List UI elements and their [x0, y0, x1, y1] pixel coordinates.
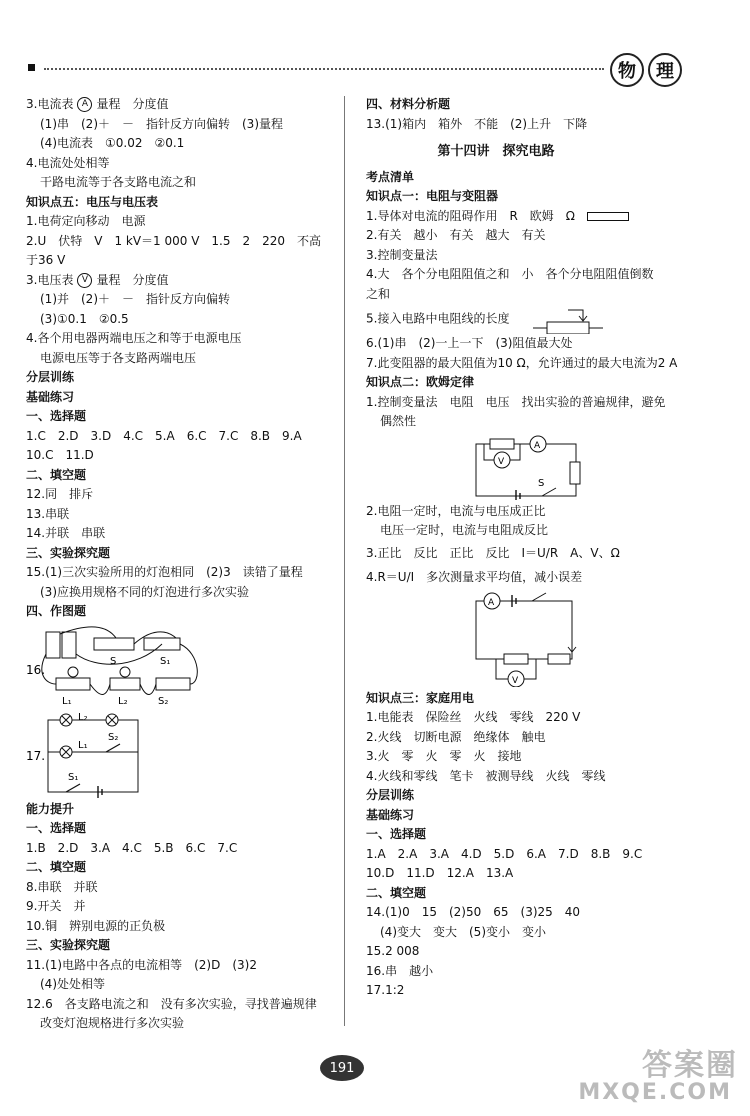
- section-heading: 一、选择题: [26, 821, 87, 835]
- answer-line: 1.电荷定向移动 电源: [26, 214, 146, 228]
- slider-arrow: [568, 639, 576, 652]
- formula: R＝U/I: [377, 569, 415, 584]
- answer-line: 2.电阻一定时，电流与电压成正比: [366, 503, 546, 518]
- answer-line: 13.串联: [26, 506, 70, 521]
- answer-line: (4)电流表 ①0.02 ②0.1: [40, 136, 185, 150]
- section-heading: 三、实验探究题: [26, 545, 111, 560]
- switch-icon: [94, 638, 134, 650]
- label-L2: L₂: [118, 695, 128, 707]
- section-heading: 四、材料分析题: [366, 97, 451, 111]
- label-S2: S₂: [158, 695, 169, 707]
- answer-line: (4)处处相等: [40, 977, 105, 991]
- switch-icon: [542, 488, 556, 496]
- answer-line: 10.D 11.D 12.A 13.A: [366, 866, 514, 880]
- formula: I＝U/R: [521, 545, 559, 560]
- battery-icon: [516, 490, 520, 500]
- answer-line: 2.有关 越小 有关 越大 有关: [366, 228, 546, 242]
- wire: [476, 601, 572, 659]
- section-heading: 一、选择题: [366, 827, 427, 841]
- answer-line: (3)①0.1 ②0.5: [40, 311, 129, 326]
- answer-line: 干路电流等于各支路电流之和: [40, 175, 197, 189]
- section-heading: 知识点五：电压与电压表: [26, 194, 159, 209]
- resistor-icon: [490, 439, 514, 449]
- wire: [476, 444, 576, 496]
- answer-line: 17.1:2: [366, 983, 405, 997]
- answer-line: 12.同 排斥: [26, 487, 94, 501]
- section-heading: 知识点二：欧姆定律: [366, 375, 475, 389]
- switch-icon: [532, 593, 546, 601]
- page-number: 191: [320, 1055, 364, 1081]
- answer-line: 4.R＝U/I 多次测量求平均值，减小误差: [366, 569, 583, 584]
- answer-line: 9.开关 并: [26, 899, 86, 913]
- answer-line: (4)变大 变大 (5)变小 变小: [380, 924, 546, 939]
- subject-char-1: 物: [610, 53, 644, 87]
- section-heading: 知识点三：家庭用电: [366, 690, 475, 705]
- section-heading: 基础练习: [26, 389, 75, 404]
- answer-line: 之和: [366, 286, 391, 301]
- figure-number: 16.: [26, 662, 46, 677]
- answer-line: 12.6 各支路电流之和 没有多次实验，寻找普遍规律: [26, 996, 317, 1011]
- battery-icon: [62, 632, 76, 658]
- answer-line: 13.(1)箱内 箱外 不能 (2)上升 下降: [366, 116, 588, 131]
- answer-line: (3)应换用规格不同的灯泡进行多次实验: [40, 584, 249, 599]
- answer-line: 4.大 各个分电阻阻值之和 小 各个分电阻阻值倒数: [366, 267, 654, 281]
- section-heading: 三、实验探究题: [26, 938, 111, 952]
- label-L1: L₁: [78, 739, 88, 751]
- section-heading: 一、选择题: [26, 409, 87, 423]
- label-S2: S₂: [108, 731, 119, 743]
- lamp-holder-icon: [56, 678, 90, 690]
- answer-line: 电源电压等于各支路两端电压: [40, 350, 197, 365]
- section-heading: 能力提升: [26, 801, 75, 816]
- voltmeter-label: V: [512, 675, 519, 686]
- right-column: [366, 95, 696, 1001]
- label-L2: L₂: [78, 711, 88, 723]
- answer-line: (1)并 (2)＋ － 指针反方向偏转: [40, 292, 230, 306]
- answer-line: 11.(1)电路中各点的电流相等 (2)D (3)2: [26, 957, 257, 972]
- answer-line: 偶然性: [380, 414, 417, 428]
- watermark-logo: 答案圈: [642, 1048, 738, 1083]
- answer-line: 14.(1)0 15 (2)50 65 (3)25 40: [366, 905, 581, 919]
- section-heading: 分层训练: [366, 788, 415, 802]
- section-heading: 考点清单: [366, 169, 415, 184]
- figure-17-circuit: [26, 712, 326, 798]
- header-square: [28, 64, 35, 71]
- switch-label: S: [538, 477, 545, 489]
- answer-line: 3.电压表 V 量程 分度值: [26, 272, 169, 287]
- section-heading: 知识点一：电阻与变阻器: [366, 189, 499, 203]
- answer-line: 1.B 2.D 3.A 4.C 5.B 6.C 7.C: [26, 840, 238, 855]
- section-heading: 二、填空题: [26, 467, 87, 482]
- ohm-law-circuit-1: [366, 434, 696, 500]
- lamp-icon: [120, 667, 130, 677]
- label-S: S: [110, 655, 117, 667]
- lesson-title: 第十四讲 探究电路: [437, 144, 555, 159]
- answer-line: 6.(1)串 (2)一上一下 (3)阻值最大处: [366, 336, 573, 350]
- section-heading: 二、填空题: [366, 885, 427, 900]
- answer-line: 1.控制变量法 电阻 电压 找出实验的普遍规律，避免: [366, 394, 666, 409]
- section-heading: 分层训练: [26, 370, 75, 384]
- voltmeter-symbol: V: [77, 273, 92, 288]
- answer-line: 于36 V: [26, 253, 66, 267]
- switch-S1-icon: [66, 784, 80, 792]
- answer-line: 7.此变阻器的最大阻值为10 Ω，允许通过的最大电流为2 A: [366, 355, 678, 370]
- answer-line: 3.控制变量法: [366, 247, 438, 262]
- ammeter-label: A: [534, 440, 541, 451]
- ammeter-label: A: [488, 597, 495, 608]
- answer-line: 15.2 008: [366, 944, 420, 958]
- section-heading: 二、填空题: [26, 860, 87, 874]
- label-L1: L₁: [62, 695, 72, 707]
- left-column: [26, 95, 336, 1034]
- answer-line: 10.C 11.D: [26, 448, 94, 462]
- answer-line: 1.C 2.D 3.D 4.C 5.A 6.C 7.C 8.B 9.A: [26, 428, 302, 443]
- resistor-icon: [504, 654, 528, 664]
- rheostat-icon: [533, 304, 603, 334]
- label-S1: S₁: [160, 655, 171, 667]
- lamp-icon: [68, 667, 78, 677]
- answer-line: 4.火线和零线 笔卡 被测导线 火线 零线: [366, 768, 606, 783]
- rheostat-icon: [570, 462, 580, 484]
- ammeter-symbol: A: [77, 97, 92, 112]
- answer-line: 4.电流处处相等: [26, 155, 110, 170]
- lamp-holder-icon: [110, 678, 140, 690]
- voltmeter-label: V: [498, 456, 505, 467]
- rheostat-icon: [548, 654, 570, 664]
- answer-line: 3.正比 反比 正比 反比 I＝U/R A、V、Ω: [366, 545, 620, 560]
- header-dotted-line: [44, 68, 604, 70]
- ohm-law-circuit-2: [366, 591, 696, 687]
- answer-line: 电压一定时，电流与电阻成反比: [380, 523, 549, 537]
- battery-icon: [46, 632, 60, 658]
- answer-line: 4.各个用电器两端电压之和等于电源电压: [26, 331, 242, 345]
- answer-line: 1.A 2.A 3.A 4.D 5.D 6.A 7.D 8.B 9.C: [366, 846, 643, 861]
- answer-line: 8.串联 并联: [26, 879, 98, 894]
- answer-line: (1)串 (2)＋ － 指针反方向偏转 (3)量程: [40, 116, 283, 131]
- answer-line: 3.火 零 火 零 火 接地: [366, 749, 522, 763]
- subject-char-2: 理: [648, 53, 682, 87]
- answer-line: 15.(1)三次实验所用的灯泡相同 (2)3 读错了量程: [26, 565, 303, 579]
- answer-line: 2.U 伏特 V 1 kV＝1 000 V 1.5 2 220 不高: [26, 233, 322, 248]
- answer-line: 16.串 越小: [366, 963, 434, 978]
- switch-S2-icon: [106, 744, 120, 752]
- label-S1: S₁: [68, 771, 79, 783]
- wire: [42, 626, 197, 694]
- answer-line: 改变灯泡规格进行多次实验: [40, 1016, 185, 1030]
- answer-line: 10.铜 辨别电源的正负极: [26, 918, 166, 933]
- answer-line: 1.电能表 保险丝 火线 零线 220 V: [366, 710, 581, 724]
- answer-line: 1.导体对电流的阻碍作用 R 欧姆 Ω: [366, 207, 696, 227]
- answer-line: 3.电流表 A 量程 分度值: [26, 97, 169, 111]
- watermark-url: MXQE.COM: [578, 1080, 732, 1105]
- section-heading: 四、作图题: [26, 604, 87, 618]
- answer-line: 5.接入电路中电阻线的长度: [366, 304, 696, 334]
- subject-badge: [610, 53, 682, 87]
- resistor-icon: [587, 212, 629, 221]
- column-divider: [344, 96, 345, 1026]
- answer-line: 14.并联 串联: [26, 526, 106, 540]
- switch-icon: [156, 678, 190, 690]
- figure-16-wiring: [26, 624, 326, 710]
- answer-line: 2.火线 切断电源 绝缘体 触电: [366, 729, 546, 744]
- figure-number: 17.: [26, 748, 46, 763]
- section-heading: 基础练习: [366, 807, 415, 822]
